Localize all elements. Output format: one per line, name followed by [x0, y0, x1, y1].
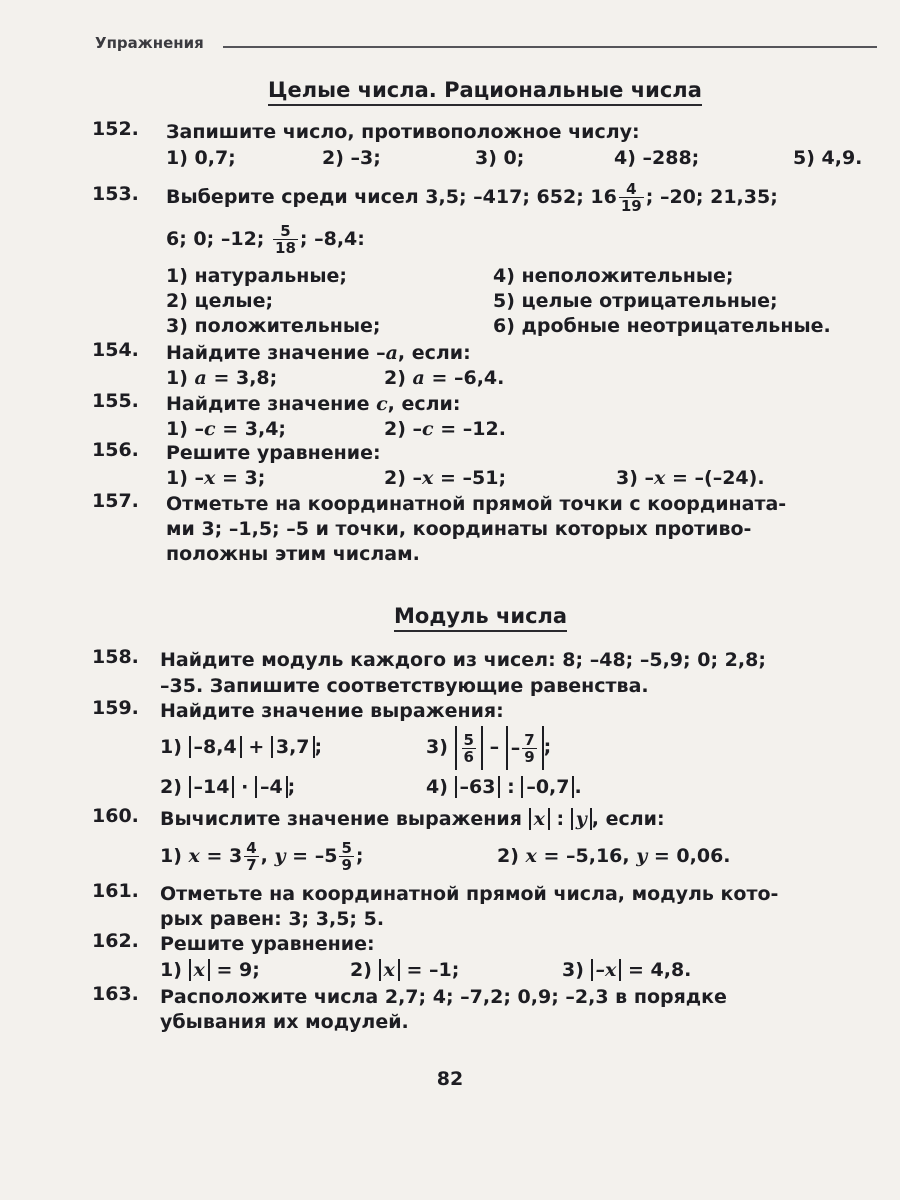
option: 4) неположительные; [493, 265, 734, 287]
running-header [95, 34, 877, 58]
section-title-integers: Целые числа. Рациональные числа [268, 78, 702, 102]
header-title: Упражнения [95, 34, 204, 52]
item: 1) x = 9; [160, 959, 260, 981]
item: 3) 0; [475, 147, 525, 169]
exercise-text: Отметьте на координатной прямой точки с координата- [166, 493, 787, 515]
exercise-text-line2: 6; 0; –12; $\frac{5}{18}$ ; –8,4: [166, 222, 365, 257]
exercise-number: 156. [92, 439, 139, 461]
exercise-text: убывания их модулей. [160, 1011, 409, 1033]
item: 2) x = –5,16, y = 0,06. [497, 845, 731, 867]
section-title-modulus: Модуль числа [394, 604, 567, 628]
exercise-text: Решите уравнение: [160, 933, 375, 955]
item: 2) a = –6,4. [384, 367, 505, 389]
item: 1) –x = 3; [166, 467, 266, 489]
exercise-text: Выберите среди чисел 3,5; –417; 652; 16 $\frac{4}{19}$ ; –20; 21,35; [166, 180, 778, 215]
item: 5) 4,9. [793, 147, 863, 169]
fraction: $\frac{5}{18}$ [275, 222, 296, 257]
item: 1) –8,4 + 3,7 ; [160, 736, 323, 758]
fraction: $\frac{5}{9}$ [341, 839, 352, 874]
item: 1) a = 3,8; [166, 367, 278, 389]
option: 3) положительные; [166, 315, 381, 337]
exercise-text: Найдите значение –a, если: [166, 342, 471, 364]
item: 1) 0,7; [166, 147, 236, 169]
exercise-text: Найдите модуль каждого из чисел: 8; –48; –5,9; 0; 2,8; [160, 649, 766, 671]
item: 3) –x = 4,8. [562, 959, 692, 981]
exercise-number: 153. [92, 183, 139, 205]
exercise-number: 157. [92, 490, 139, 512]
option: 5) целые отрицательные; [493, 290, 778, 312]
exercise-text: Вычислите значение выражения x : y , если: [160, 808, 665, 830]
exercise-number: 161. [92, 880, 139, 902]
item: 2) –14 · –4 ; [160, 776, 296, 798]
item: 2) –x = –51; [384, 467, 507, 489]
fraction: $\frac{7}{9}$ [524, 730, 535, 766]
item: 2) –3; [322, 147, 381, 169]
item: 2) x = –1; [350, 959, 460, 981]
exercise-text: Отметьте на координатной прямой числа, модуль кото- [160, 883, 779, 905]
exercise-number: 152. [92, 118, 139, 140]
item: 2) –c = –12. [384, 418, 506, 440]
header-rule [223, 46, 877, 48]
exercise-number: 162. [92, 930, 139, 952]
exercise-text: рых равен: 3; 3,5; 5. [160, 908, 385, 930]
item: 1) –c = 3,4; [166, 418, 287, 440]
exercise-text: положны этим числам. [166, 543, 420, 565]
page-number: 82 [436, 1068, 464, 1090]
item: 3) $\frac{5}{6}$ – – $\frac{7}{9}$ ; [426, 725, 551, 769]
fraction: $\frac{4}{19}$ [620, 180, 642, 215]
exercise-text: Найдите значение c, если: [166, 393, 461, 415]
item: 1) x = 3 $\frac{4}{7}$ , y = –5 $\frac{5}{9}$ ; [160, 839, 364, 874]
option: 2) целые; [166, 290, 274, 312]
exercise-text: Расположите числа 2,7; 4; –7,2; 0,9; –2,3 в порядке [160, 986, 727, 1008]
exercise-text: –35. Запишите соответствующие равенства. [160, 675, 649, 697]
exercise-text: Решите уравнение: [166, 442, 381, 464]
item: 4) –288; [614, 147, 700, 169]
fraction: $\frac{5}{6}$ [463, 730, 474, 766]
exercise-text: Найдите значение выражения: [160, 700, 504, 722]
exercise-number: 160. [92, 805, 139, 827]
exercise-number: 158. [92, 646, 139, 668]
exercise-number: 159. [92, 697, 139, 719]
exercise-number: 155. [92, 390, 139, 412]
option: 6) дробные неотрицательные. [493, 315, 831, 337]
fraction: $\frac{4}{7}$ [246, 839, 257, 874]
item: 3) –x = –(–24). [616, 467, 765, 489]
exercise-number: 154. [92, 339, 139, 361]
option: 1) натуральные; [166, 265, 348, 287]
exercise-text: ми 3; –1,5; –5 и точки, координаты которых противо- [166, 518, 752, 540]
item: 4) –63 : –0,7 . [426, 776, 582, 798]
exercise-number: 163. [92, 983, 139, 1005]
exercise-text: Запишите число, противоположное числу: [166, 121, 640, 143]
